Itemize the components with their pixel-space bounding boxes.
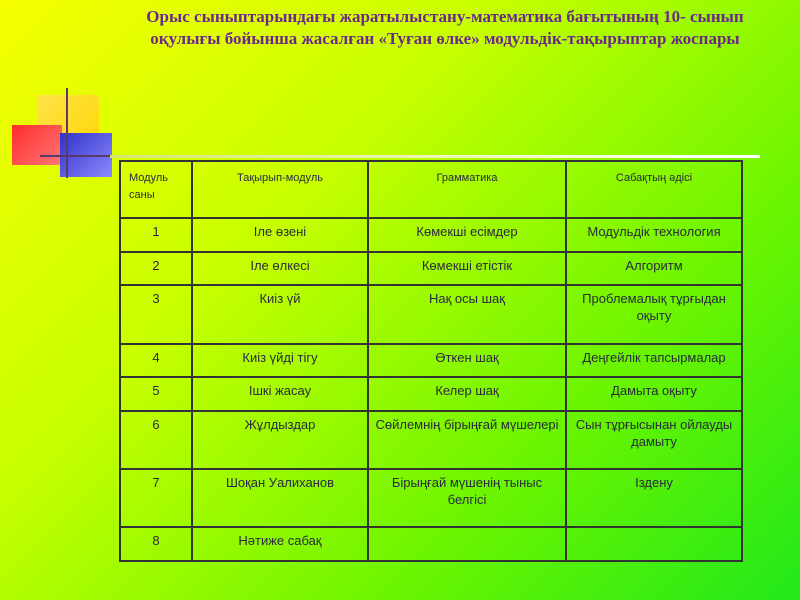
table-header-row [120,161,742,218]
cell-method [566,527,742,561]
table-row [120,377,742,411]
cell-method: Дамыта оқыту [566,377,742,411]
cell-grammar: Келер шақ [368,377,566,411]
cell-topic: Киіз үйді тігу [192,344,368,378]
cell-topic: Киіз үй [192,285,368,343]
table-row [120,252,742,286]
cell-grammar: Сөйлемнің бірыңғай мүшелері [368,411,566,469]
cell-grammar: Бірыңғай мүшенің тыныс белгісі [368,469,566,527]
table-row [120,469,742,527]
cell-grammar: Нақ осы шақ [368,285,566,343]
cell-number: 6 [120,411,192,469]
cell-grammar: Көмекші етістік [368,252,566,286]
header-module-count: Модуль саны [120,161,192,218]
cell-topic: Жұлдыздар [192,411,368,469]
cell-topic: Нәтиже сабақ [192,527,368,561]
cell-method: Модульдік технология [566,218,742,252]
cell-number: 7 [120,469,192,527]
header-lesson-method: Сабақтың әдісі [566,161,742,218]
table-row [120,344,742,378]
cell-method: Іздену [566,469,742,527]
page-title: Орыс сыныптарындағы жаратылыстану-математика бағытының 10- сынып оқулығы бойынша жасалған «Туған өлке» модульдік-тақырыптар жоспары [146,7,744,48]
cell-grammar [368,527,566,561]
cell-number: 1 [120,218,192,252]
cell-number: 8 [120,527,192,561]
cell-number: 3 [120,285,192,343]
cell-method: Проблемалық тұрғыдан оқыту [566,285,742,343]
module-plan-table [119,160,743,562]
table-row [120,218,742,252]
header-grammar: Грамматика [368,161,566,218]
table-row [120,285,742,343]
cell-number: 2 [120,252,192,286]
cell-topic: Ішкі жасау [192,377,368,411]
decor-vertical-line [66,88,68,178]
cell-number: 4 [120,344,192,378]
cell-grammar: Өткен шақ [368,344,566,378]
title-divider [110,155,760,158]
decor-red-square [12,125,62,165]
cell-number: 5 [120,377,192,411]
cell-topic: Шоқан Уалиханов [192,469,368,527]
cell-topic: Іле өлкесі [192,252,368,286]
cell-topic: Іле өзені [192,218,368,252]
cell-method: Сын тұрғысынан ойлауды дамыту [566,411,742,469]
header-topic-module: Тақырып-модуль [192,161,368,218]
cell-method: Алгоритм [566,252,742,286]
cell-method: Деңгейлік тапсырмалар [566,344,742,378]
table-row [120,411,742,469]
cell-grammar: Көмекші есімдер [368,218,566,252]
table-row [120,527,742,561]
